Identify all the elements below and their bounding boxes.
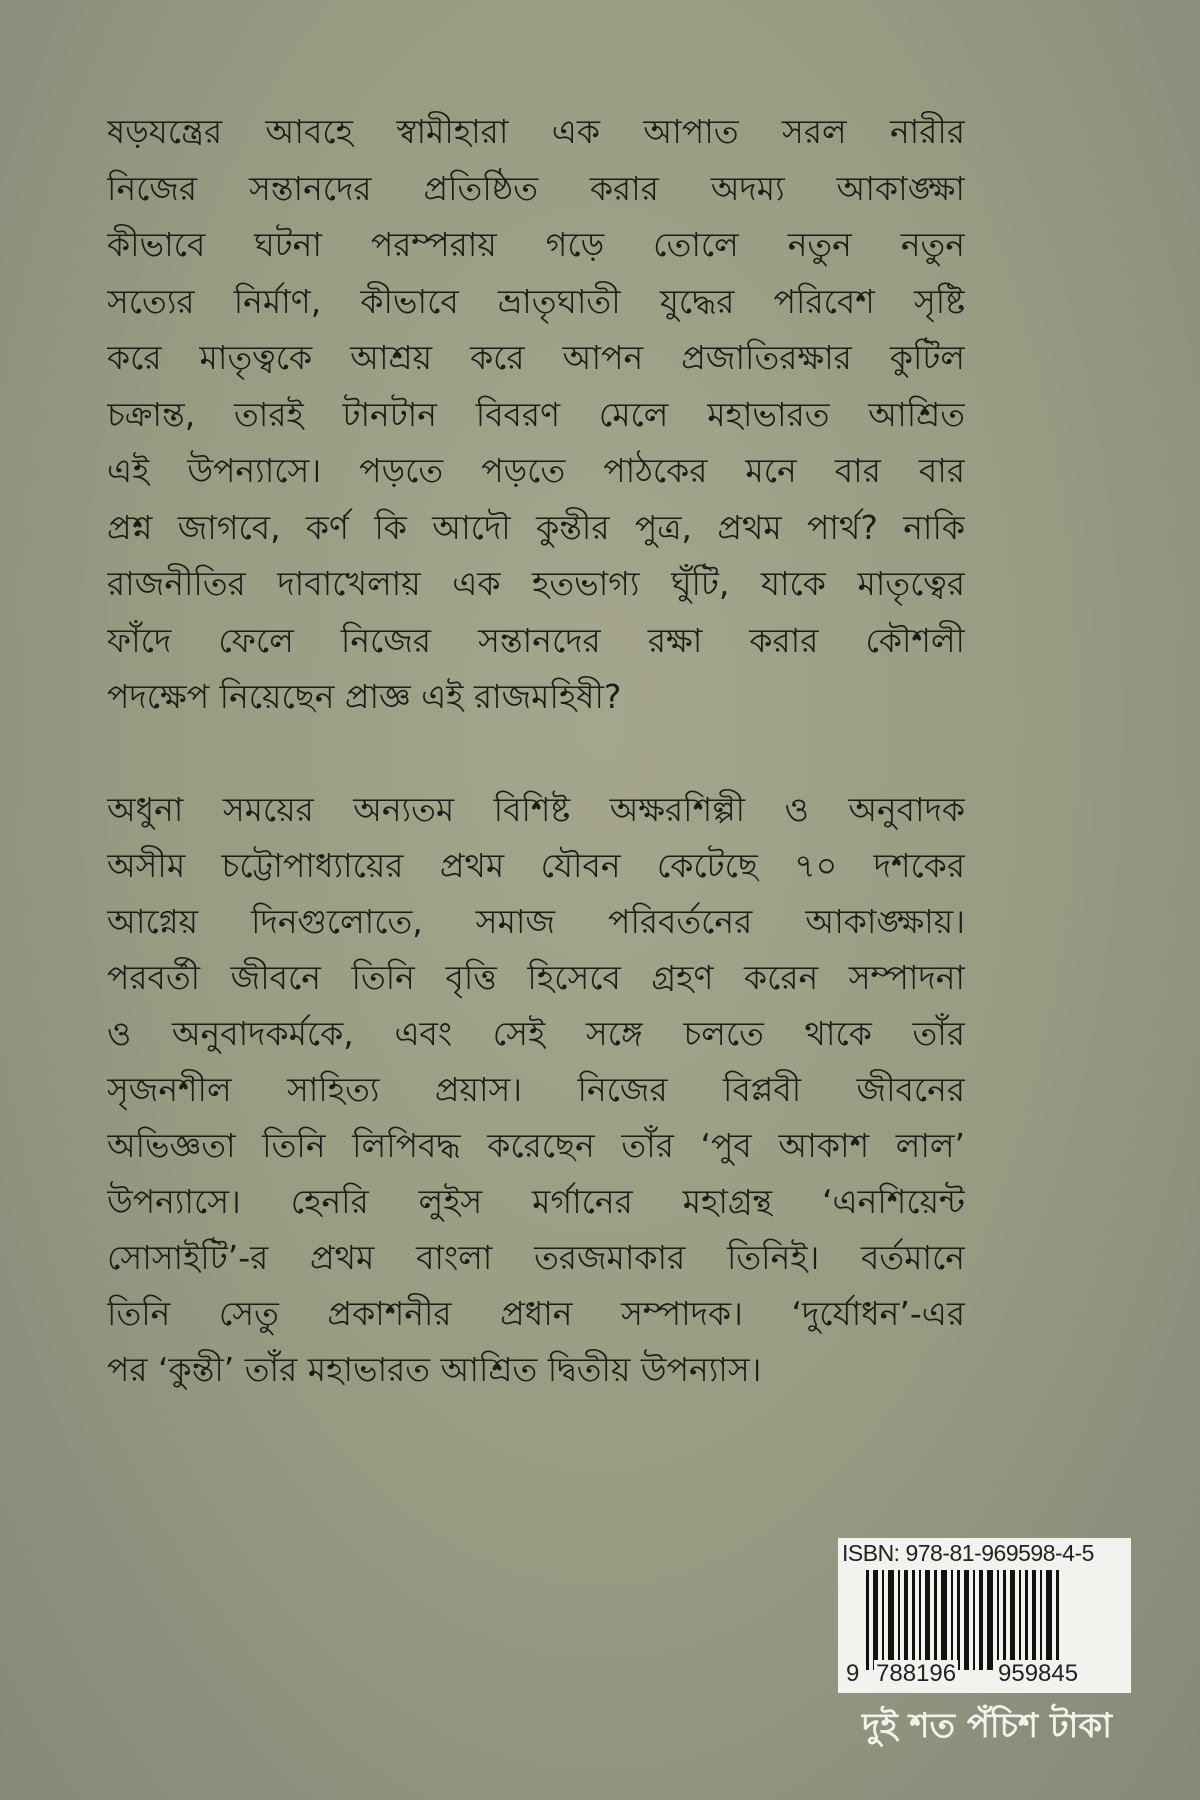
text-line: ও অনুবাদকর্মকে, এবং সেই সঙ্গে চলতে থাকে তাঁর: [107, 1014, 965, 1053]
barcode-bar: [1040, 1570, 1042, 1670]
isbn-barcode: [838, 1538, 1131, 1693]
text-line: ষড়যন্ত্রের আবহে স্বামীহারা এক আপাত সরল নারীর: [107, 112, 965, 151]
barcode-bar: [888, 1570, 894, 1670]
barcode-bar: [866, 1570, 869, 1670]
text-line: পদক্ষেপ নিয়েছেন প্রাজ্ঞ এই রাজমহিষী?: [107, 677, 622, 716]
text-line: সোসাইটি’-র প্রথম বাংলা তরজমাকার তিনিই। বর্তমানে: [107, 1238, 965, 1277]
text-line: নিজের সন্তানদের প্রতিষ্ঠিত করার অদম্য আকাঙ্ক্ষা: [107, 168, 965, 208]
barcode-bar: [904, 1570, 908, 1670]
barcode-bar: [1003, 1570, 1006, 1670]
barcode-digits-right: 959845: [998, 1660, 1079, 1687]
barcode-bar: [979, 1570, 983, 1670]
barcode-bar: [919, 1570, 921, 1670]
barcode-bar: [1010, 1570, 1015, 1670]
text-line: প্রশ্ন জাগবে, কর্ণ কি আদৌ কুন্তীর পুত্র, প্রথম পার্থ? নাকি: [107, 507, 965, 547]
barcode-bar: [973, 1570, 975, 1670]
barcode-bars: [866, 1570, 1116, 1670]
barcode-bar: [873, 1570, 878, 1670]
text-line: এই উপন্যাসে। পড়তে পড়তে পাঠকের মনে বার বার: [107, 451, 965, 490]
barcode-bar: [882, 1570, 884, 1670]
barcode-bar: [987, 1570, 993, 1670]
text-line: চক্রান্ত, তারই টানটান বিবরণ মেলে মহাভারত আশ্রিত: [107, 394, 965, 434]
text-line: ফাঁদে ফেলে নিজের সন্তানদের রক্ষা করার কৌশলী: [107, 620, 965, 660]
text-line: পর ‘কুন্তী’ তাঁর মহাভারত আশ্রিত দ্বিতীয় উপন্যাস।: [107, 1350, 762, 1389]
barcode-bar: [925, 1570, 930, 1670]
text-line: অধুনা সময়ের অন্যতম বিশিষ্ট অক্ষরশিল্পী ও অনুবাদক: [107, 790, 965, 829]
text-line: সৃজনশীল সাহিত্য প্রয়াস। নিজের বিপ্লবী জীবনের: [107, 1070, 965, 1109]
barcode-bar: [1025, 1570, 1028, 1670]
barcode-bar: [1046, 1570, 1052, 1670]
barcode-bar: [964, 1570, 969, 1670]
text-line: অভিজ্ঞতা তিনি লিপিবদ্ধ করেছেন তাঁর ‘পুব আকাশ লাল’: [107, 1126, 965, 1165]
barcode-bar: [1032, 1570, 1036, 1670]
price-label: দুই শত পঁচিশ টাকা: [862, 1706, 1112, 1746]
text-line: আগ্নেয় দিনগুলোতে, সমাজ পরিবর্তনের আকাঙ্ক্ষায়।: [107, 902, 965, 941]
text-line: করে মাতৃত্বকে আশ্রয় করে আপন প্রজাতিরক্ষার কুটিল: [107, 338, 965, 377]
barcode-digits-left: 788196: [876, 1660, 957, 1687]
text-line: উপন্যাসে। হেনরি লুইস মর্গানের মহাগ্রন্থ ‘এনশিয়েন্ট: [107, 1182, 965, 1221]
text-line: তিনি সেতু প্রকাশনীর প্রধান সম্পাদক। ‘দুর্যোধন’-এর: [107, 1294, 965, 1333]
isbn-label: ISBN: 978-81-969598-4-5: [842, 1540, 1094, 1566]
barcode-bar: [934, 1570, 937, 1670]
text-line: রাজনীতির দাবাখেলায় এক হতভাগ্য ঘুঁটি, যাকে মাতৃত্বের: [107, 564, 965, 603]
text-line: পরবর্তী জীবনে তিনি বৃত্তি হিসেবে গ্রহণ করেন সম্পাদনা: [107, 958, 965, 997]
barcode-bar: [941, 1570, 947, 1670]
barcode-bar: [997, 1570, 999, 1670]
barcode-bar: [951, 1570, 953, 1670]
barcode-bar: [1056, 1570, 1059, 1670]
author-bio-paragraph: [107, 782, 965, 1398]
text-line: অসীম চট্টোপাধ্যায়ের প্রথম যৌবন কেটেছে ৭০ দশকের: [107, 846, 965, 885]
barcode-bar: [912, 1570, 915, 1670]
text-line: কীভাবে ঘটনা পরম্পরায় গড়ে তোলে নতুন নতুন: [107, 225, 965, 264]
text-line: সত্যের নির্মাণ, কীভাবে ভ্রাতৃঘাতী যুদ্ধের পরিবেশ সৃষ্টি: [107, 281, 965, 321]
barcode-bar: [1019, 1570, 1021, 1670]
barcode-digit-first: 9: [846, 1660, 860, 1687]
barcode-bar: [898, 1570, 900, 1670]
barcode-bar: [957, 1570, 960, 1670]
blurb-paragraph-1: [107, 104, 965, 726]
